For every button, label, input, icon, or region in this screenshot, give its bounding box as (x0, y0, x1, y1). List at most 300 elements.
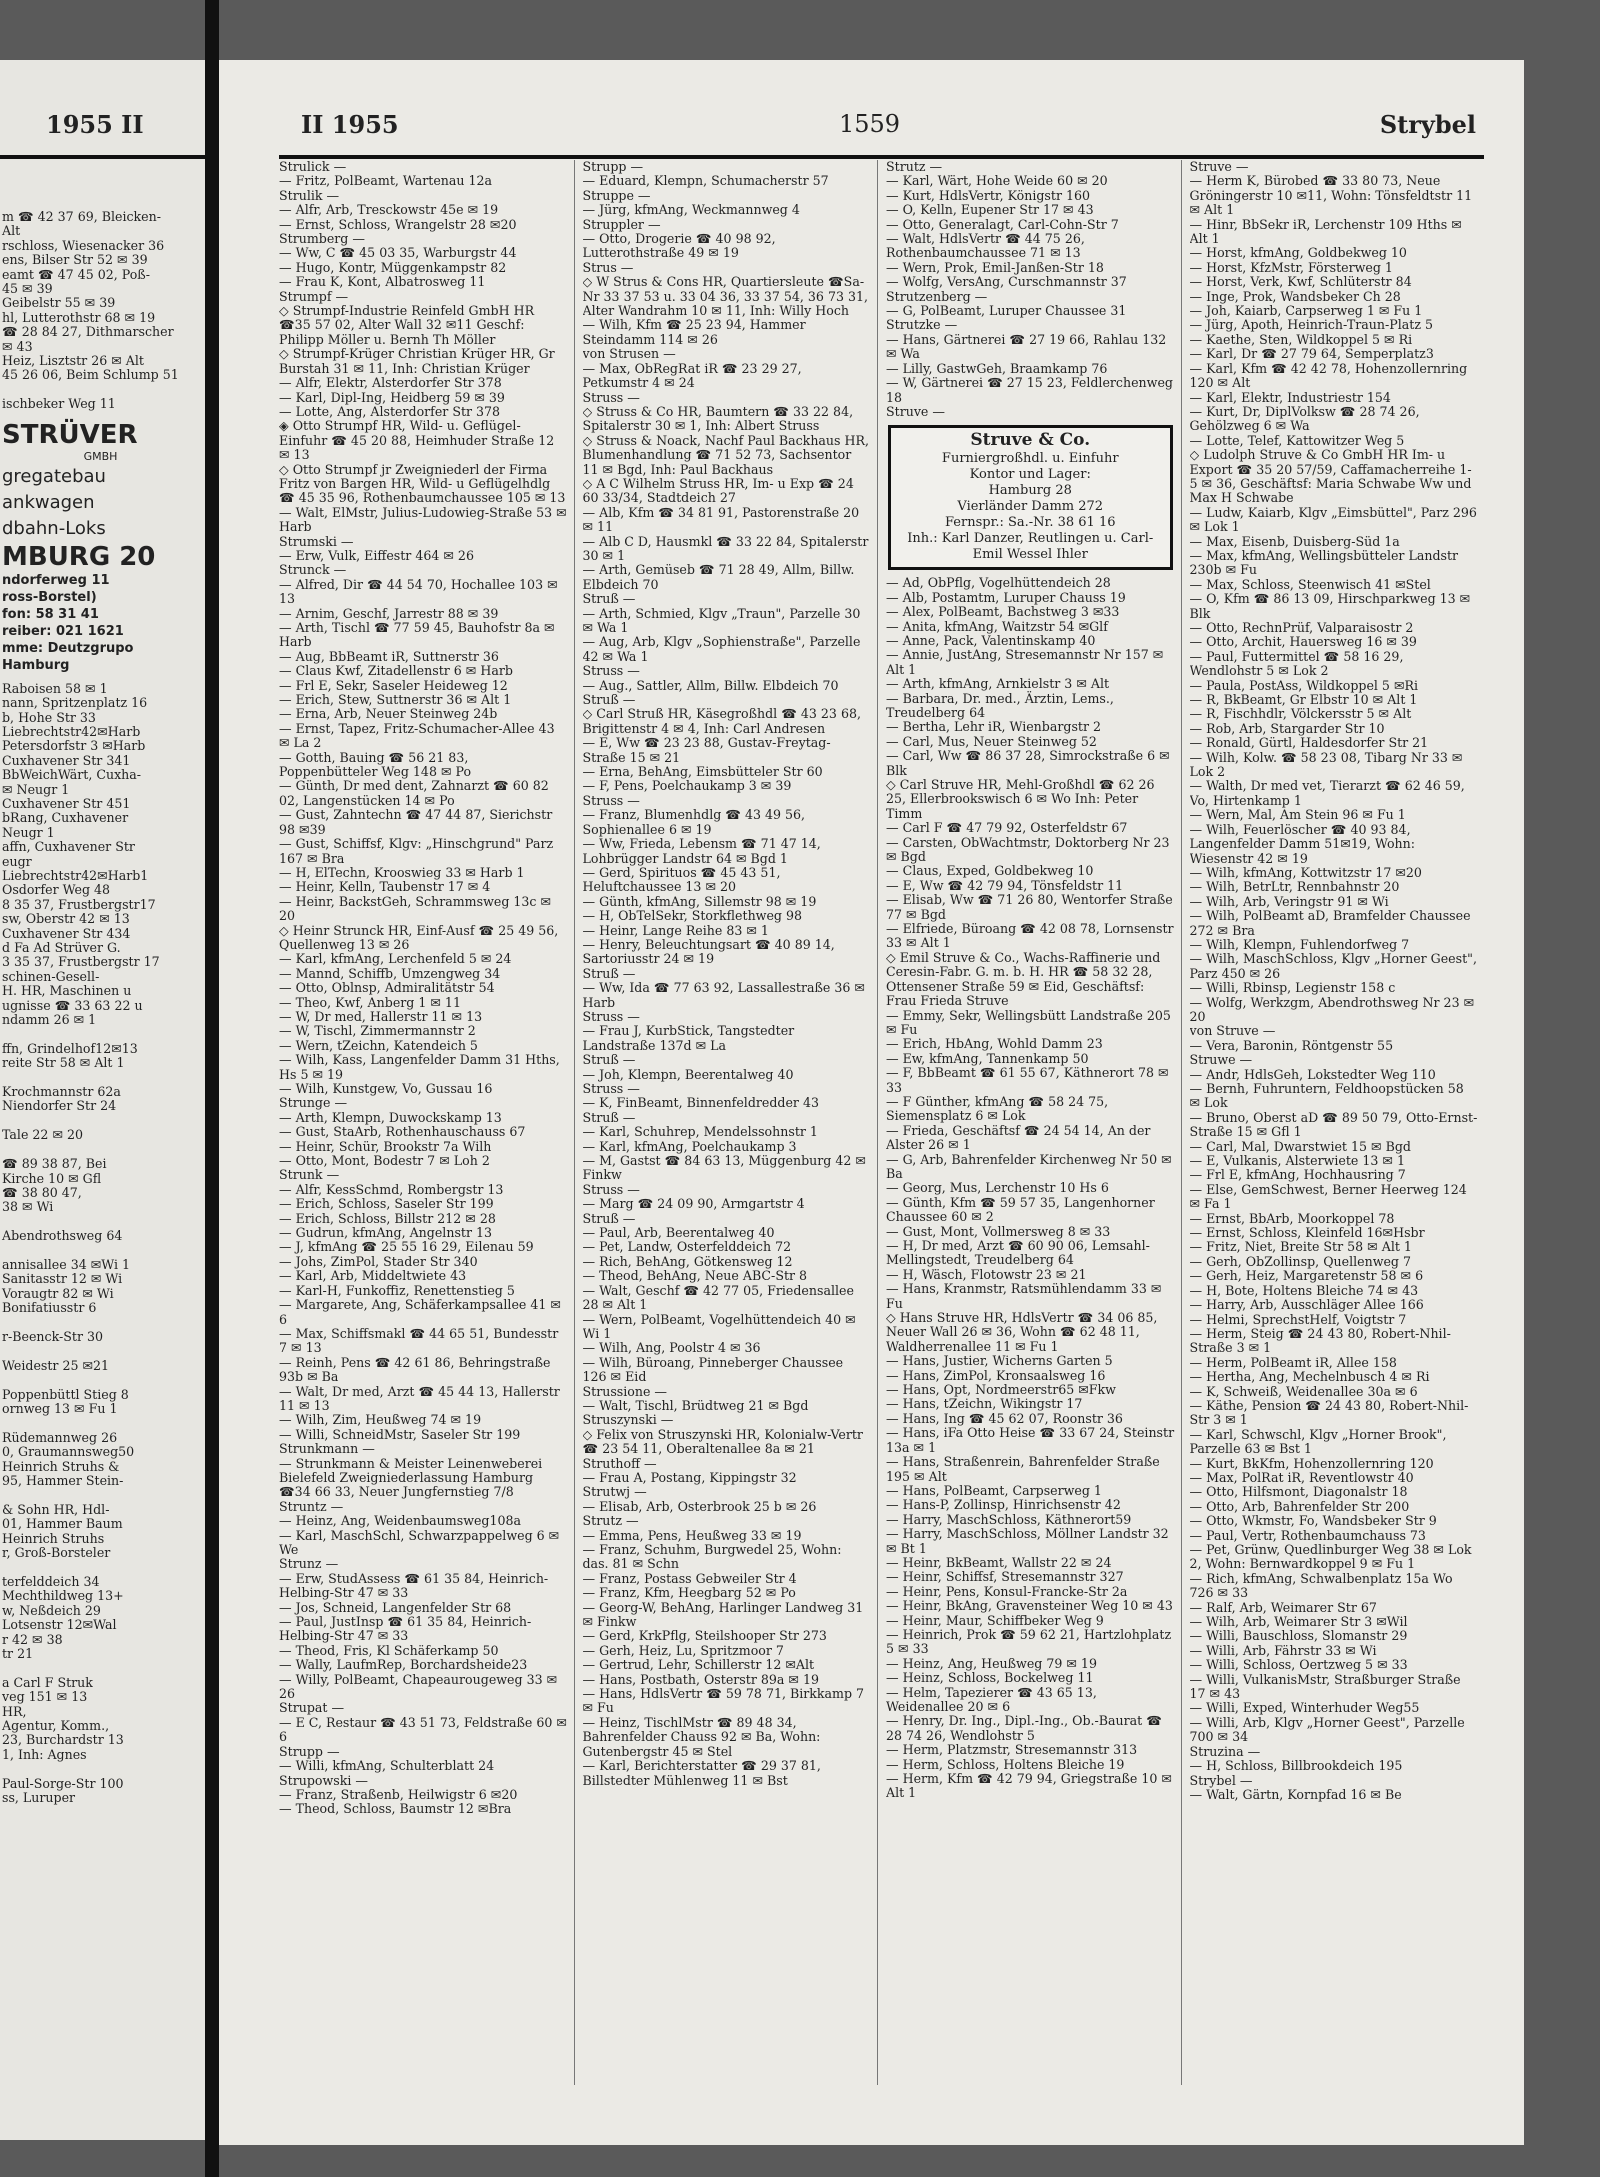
directory-entry: — Wilh, Kass, Langenfelder Damm 31 Hths, Hs 5 ✉ 19 (279, 1052, 560, 1082)
directory-entry: — H, Bote, Holtens Bleiche 74 ✉ 43 (1189, 1282, 1419, 1298)
directory-entry: — Otto, Archit, Hauersweg 16 ✉ 39 (1189, 634, 1417, 650)
directory-entry: — Helmi, SprechstHelf, Voigtstr 7 (1189, 1311, 1407, 1327)
directory-entry: — Harry, MaschSchloss, Möllner Landstr 32 ✉ Bt 1 (886, 1526, 1169, 1556)
directory-entry: Strunz — (279, 1556, 339, 1572)
directory-entry: — Günth, kfmAng, Sillemstr 98 ✉ 19 (582, 893, 817, 909)
directory-entry: — Günth, Kfm ☎ 59 57 35, Langenhorner Chaussee 60 ✉ 2 (886, 1194, 1155, 1225)
directory-entry: hl, Lutterothstr 68 ✉ 19 (2, 309, 156, 325)
directory-entry: — Harry, Arb, Ausschläger Allee 166 (1189, 1297, 1424, 1313)
directory-entry: Bonifatiusstr 6 (2, 1300, 97, 1316)
left-ad-detail: ndorferweg 11 (2, 572, 110, 588)
directory-entry: — Karl, Kfm ☎ 42 42 78, Hohenzollernring 120 ✉ Alt (1189, 360, 1468, 391)
directory-entry (2, 1027, 199, 1041)
directory-entry: m ☎ 42 37 69, Bleicken- (2, 209, 161, 224)
directory-entry: — Wilh, Zim, Heußweg 74 ✉ 19 (279, 1412, 482, 1428)
directory-entry: Cuxhavener Str 434 (2, 925, 131, 941)
directory-entry: ◇ Heinr Strunck HR, Einf-Ausf ☎ 25 49 56, Quellenweg 13 ✉ 26 (279, 922, 559, 952)
directory-entry: — Wilh, Arb, Weimarer Str 3 ✉Wil (1189, 1614, 1408, 1630)
directory-entry: Strutwj — (582, 1484, 647, 1500)
directory-entry: — Gust, Schiffsf, Klgv: „Hinschgrund" Parz 167 ✉ Bra (279, 836, 554, 866)
directory-entry (2, 1416, 199, 1430)
directory-entry: — Hans-P, Zollinsp, Hinrichsenstr 42 (886, 1497, 1121, 1513)
directory-entry: — Heinr, Pens, Konsul-Francke-Str 2a (886, 1583, 1128, 1599)
directory-entry: Struzina — (1189, 1743, 1261, 1759)
directory-entry: — G, PolBeamt, Luruper Chaussee 31 (886, 303, 1127, 319)
directory-entry: — H, Dr med, Arzt ☎ 60 90 06, Lemsahl-Mellingstedt, Treudelberg 64 (886, 1238, 1150, 1268)
directory-entry: ◇ Carl Struß HR, Käsegroßhdl ☎ 43 23 68, Brigittenstr 4 ✉ 4, Inh: Carl Andresen (582, 706, 861, 736)
directory-entry: — Otto, Arb, Bahrenfelder Str 200 (1189, 1498, 1410, 1514)
directory-entry: — Rich, kfmAng, Schwalbenplatz 15a Wo 726 ✉ 33 (1189, 1570, 1453, 1601)
directory-entry: — Wilh, Kolw. ☎ 58 23 08, Tibarg Nr 33 ✉ Lok 2 (1189, 749, 1463, 780)
directory-entry: — Otto, Oblnsp, Admiralitätstr 54 (279, 980, 495, 996)
directory-entry: — R, BkBeamt, Gr Elbstr 10 ✉ Alt 1 (1189, 692, 1418, 708)
directory-entry: — Karl-H, Funkoffiz, Renettenstieg 5 (279, 1282, 515, 1298)
directory-entry: Neugr 1 (2, 824, 55, 840)
directory-entry: — Ludw, Kaiarb, Klgv „Eimsbüttel", Parz 296 ✉ Lok 1 (1189, 504, 1477, 535)
directory-entry (2, 1560, 199, 1574)
directory-entry: — Gerh, Heiz, Lu, Spritzmoor 7 (582, 1642, 784, 1658)
directory-entry: ss, Luruper (2, 1789, 76, 1805)
directory-entry: — Strunkmann & Meister Leinenweberei Bielefeld Zweigniederlassung Hamburg ☎34 66 33, Neuer Jungfernstieg 7/8 (279, 1455, 543, 1500)
directory-entry: Strulik — (279, 187, 340, 203)
directory-column-4 (1190, 160, 1485, 2085)
header-rule (279, 155, 1484, 159)
directory-entry: H. HR, Maschinen u (2, 983, 132, 999)
directory-entry: — Wilh, BetrLtr, Rennbahnstr 20 (1189, 879, 1400, 895)
directory-entry: — Alb C D, Hausmkl ☎ 33 22 84, Spitalerstr 30 ✉ 1 (582, 533, 869, 563)
directory-entry: — Wally, LaufmRep, Borchardsheide23 (279, 1657, 528, 1673)
directory-entry: — W, Tischl, Zimmermannstr 2 (279, 1023, 476, 1039)
directory-entry: — Hans, PolBeamt, Carpserweg 1 (886, 1482, 1102, 1498)
directory-entry: — Paula, PostAss, Wildkoppel 5 ✉Ri (1189, 677, 1419, 693)
directory-entry: — Jürg, kfmAng, Weckmannweg 4 (582, 202, 800, 218)
directory-entry: 3 35 37, Frustbergstr 17 (2, 954, 160, 970)
directory-entry (2, 1114, 199, 1128)
directory-entry: — Else, GemSchwest, Berner Heerweg 124 ✉ Fa 1 (1189, 1181, 1467, 1212)
directory-entry: — Ww, Ida ☎ 77 63 92, Lassallestraße 36 ✉ Harb (582, 980, 865, 1010)
directory-entry: 0, Graumannsweg50 (2, 1444, 135, 1460)
directory-entry: — Annie, JustAng, Stresemannstr Nr 157 ✉ Alt 1 (886, 647, 1164, 677)
directory-entry: — Theod, BehAng, Neue ABC-Str 8 (582, 1268, 808, 1284)
directory-entry: — Gust, Mont, Vollmersweg 8 ✉ 33 (886, 1223, 1111, 1239)
directory-entry: — Hans, Kranmstr, Ratsmühlendamm 33 ✉ Fu (886, 1281, 1162, 1311)
directory-entry: — Willi, Exped, Winterhuder Weg55 (1189, 1700, 1420, 1716)
directory-entry: — Joh, Klempn, Beerentalweg 40 (582, 1066, 794, 1082)
directory-entry: — Franz, Straßenb, Heilwigstr 6 ✉20 (279, 1786, 518, 1802)
directory-entry: — Heinz, Ang, Weidenbaumsweg108a (279, 1513, 522, 1529)
directory-entry: — Ronald, Gürtl, Haldesdorfer Str 21 (1189, 735, 1429, 751)
directory-entry: Struwe — (1189, 1052, 1253, 1068)
directory-entry: — Willi, Rbinsp, Legienstr 158 c (1189, 980, 1396, 996)
directory-entry: 8 35 37, Frustbergstr17 (2, 896, 156, 912)
directory-entry: — Paul, Arb, Beerentalweg 40 (582, 1225, 775, 1241)
directory-entry: r, Groß-Borsteler (2, 1545, 111, 1561)
directory-entry: — Barbara, Dr. med., Ärztin, Lems., Treudelberg 64 (886, 690, 1114, 720)
directory-entry: Struss — (582, 792, 640, 808)
directory-entry: — Aug, Arb, Klgv „Sophienstraße", Parzelle 42 ✉ Wa 1 (582, 634, 861, 664)
directory-entry: — Johs, ZimPol, Stader Str 340 (279, 1253, 478, 1269)
directory-entry: — Hans, Opt, Nordmeerstr65 ✉Fkw (886, 1382, 1116, 1398)
directory-entry: — Gertrud, Lehr, Schillerstr 12 ✉Alt (582, 1657, 815, 1673)
directory-entry: — Ad, ObPflg, Vogelhüttendeich 28 (886, 575, 1111, 591)
directory-entry: — Carl F ☎ 47 79 92, Osterfeldstr 67 (886, 820, 1128, 836)
directory-entry: — Carsten, ObWachtmstr, Doktorberg Nr 23 ✉ Bgd (886, 834, 1170, 865)
directory-entry: Struss — (582, 389, 640, 405)
left-ad-heading: STRÜVER (2, 419, 138, 450)
directory-entry: — Max, ObRegRat iR ☎ 23 29 27, Petkumstr 4 ✉ 24 (582, 360, 802, 391)
directory-entry: — Horst, Verk, Kwf, Schlüterstr 84 (1189, 274, 1412, 290)
directory-entry: — Wilh, Klempn, Fuhlendorfweg 7 (1189, 936, 1410, 952)
left-page-header (0, 104, 205, 144)
advertisement-line: Furniergroßhdl. u. Einfuhr (941, 451, 1119, 467)
directory-entry: — Gerd, KrkPflg, Steilshooper Str 273 (582, 1628, 827, 1644)
directory-entry (2, 1143, 199, 1157)
left-ad-line: dbahn-Loks (2, 517, 106, 539)
directory-entry: — Erich, Schloss, Saseler Str 199 (279, 1196, 494, 1212)
left-ad-heading: GMBH (83, 449, 118, 463)
directory-entry: — Walt, Tischl, Brüdtweg 21 ✉ Bgd (582, 1397, 809, 1413)
directory-entry: — Franz, Schuhm, Burgwedel 25, Wohn: das. 81 ✉ Schn (582, 1542, 842, 1572)
directory-entry: Krochmannstr 62a (2, 1084, 121, 1100)
directory-entry: Abendrothsweg 64 (2, 1228, 123, 1244)
directory-entry: — Gust, StaArb, Rothenhauschauss 67 (279, 1124, 526, 1140)
directory-entry: Kirche 10 ✉ Gfl (2, 1170, 102, 1186)
directory-entry: — Hertha, Ang, Mechelnbusch 4 ✉ Ri (1189, 1369, 1430, 1385)
directory-entry: ◇ Ludolph Struve & Co GmbH HR Im- u Export ☎ 35 20 57/59, Caffamacherreihe 1-5 ✉ 36, Geschäftsf: Maria Schwabe Ww und Max H Schwabe (1189, 447, 1472, 506)
directory-entry: — Karl, Schuhrep, Mendelssohnstr 1 (582, 1124, 818, 1140)
directory-entry: — Emma, Pens, Heußweg 33 ✉ 19 (582, 1527, 802, 1543)
directory-entry: Heiz, Lisztstr 26 ✉ Alt (2, 353, 144, 369)
directory-entry: — Hans, Gärtnerei ☎ 27 19 66, Rahlau 132 ✉ Wa (886, 331, 1167, 362)
directory-entry: ◇ Felix von Struszynski HR, Kolonialw-Vertr ☎ 23 54 11, Oberaltenallee 8a ✉ 21 (582, 1426, 863, 1457)
directory-entry: — Arth, Schmied, Klgv „Traun", Parzelle 30 ✉ Wa 1 (582, 605, 861, 635)
directory-entry: — Harry, MaschSchloss, Käthnerort59 (886, 1511, 1132, 1527)
directory-entry: Struss — (582, 1081, 640, 1096)
left-header-rule (0, 155, 205, 159)
directory-entry: — E, Ww ☎ 42 79 94, Tönsfeldstr 11 (886, 877, 1124, 893)
directory-entry: — Walt, Dr med, Arzt ☎ 45 44 13, Hallerstr 11 ✉ 13 (279, 1383, 560, 1413)
directory-entry: — Hans, HdlsVertr ☎ 59 78 71, Birkkamp 7 ✉ Fu (582, 1686, 865, 1716)
directory-entry: — Joh, Kaiarb, Carpserweg 1 ✉ Fu 1 (1189, 303, 1423, 319)
directory-entry: Poppenbüttl Stieg 8 (2, 1386, 129, 1402)
directory-entry: Struppe — (582, 187, 651, 203)
directory-entry: Liebrechtstr42✉Harb1 (2, 867, 149, 883)
directory-entry: — Kaethe, Sten, Wildkoppel 5 ✉ Ri (1189, 331, 1413, 347)
directory-entry: — Wern, Mal, Am Stein 96 ✉ Fu 1 (1189, 807, 1406, 823)
directory-entry: — Karl, Dr ☎ 27 79 64, Semperplatz3 (1189, 346, 1434, 362)
directory-entry: Struß — (582, 1210, 636, 1226)
directory-entry: — H, Wäsch, Flotowstr 23 ✉ 21 (886, 1266, 1087, 1282)
directory-entry: — Rich, BehAng, Götkensweg 12 (582, 1253, 793, 1269)
directory-columns (279, 160, 1484, 2085)
directory-entry: ndamm 26 ✉ 1 (2, 1012, 97, 1028)
directory-entry: — Karl, Dipl-Ing, Heidberg 59 ✉ 39 (279, 389, 505, 405)
directory-entry (2, 1373, 199, 1387)
directory-entry: — Erich, Stew, Suttnerstr 36 ✉ Alt 1 (279, 692, 512, 708)
directory-entry: Struss — (582, 1008, 640, 1024)
directory-entry: — Walth, Dr med vet, Tierarzt ☎ 62 46 59, Vo, Hirtenkamp 1 (1189, 778, 1465, 808)
directory-entry: 95, Hammer Stein- (2, 1473, 124, 1489)
directory-entry: — Jos, Schneid, Langenfelder Str 68 (279, 1599, 512, 1615)
directory-entry: ✉ Neugr 1 (2, 781, 70, 797)
directory-entry: — Hans, Straßenrein, Bahrenfelder Straße 195 ✉ Alt (886, 1454, 1160, 1484)
directory-entry: Cuxhavener Str 341 (2, 752, 131, 768)
directory-entry: ◇ Struss & Noack, Nachf Paul Backhaus HR, Blumenhandlung ☎ 71 52 73, Sachsentor 11 ✉ Bgd, Inh: Paul Backhaus (582, 432, 869, 477)
left-ad-detail: reiber: 021 1621 (2, 623, 124, 639)
directory-entry: Struß — (582, 591, 636, 607)
directory-entry: — Hans, Ing ☎ 45 62 07, Roonstr 36 (886, 1410, 1123, 1426)
directory-entry: — Ww, C ☎ 45 03 35, Warburgstr 44 (279, 245, 517, 261)
directory-page (219, 60, 1524, 2145)
directory-entry: — Gerd, Spirituos ☎ 45 43 51, Heluftchaussee 13 ✉ 20 (582, 864, 781, 895)
directory-column-2 (583, 160, 879, 2085)
directory-entry: von Struve — (1189, 1023, 1276, 1039)
directory-entry: — Heinrich, Prok ☎ 59 62 21, Hartzlohplatz 5 ✉ 33 (886, 1626, 1172, 1657)
directory-entry: — E, Vulkanis, Alsterwiete 13 ✉ 1 (1189, 1153, 1405, 1169)
advertisement-line: Inh.: Karl Danzer, Reutlingen u. Carl-Emil Wessel Ihler (907, 531, 1154, 563)
binding-gutter (205, 0, 219, 2177)
directory-entry: Strupp — (279, 1743, 340, 1759)
directory-entry: — Eduard, Klempn, Schumacherstr 57 (582, 173, 829, 189)
directory-entry: — Carl, Ww ☎ 86 37 28, Simrockstraße 6 ✉ Blk (886, 748, 1170, 778)
directory-entry: — Rob, Arb, Stargarder Str 10 (1189, 720, 1385, 736)
directory-entry: — Lilly, GastwGeh, Braamkamp 76 (886, 360, 1108, 376)
directory-entry: Strupowski — (279, 1772, 368, 1788)
directory-entry: — Hans, ZimPol, Kronsaalsweg 16 (886, 1367, 1106, 1383)
directory-entry: Struve — (1189, 160, 1249, 174)
directory-entry: — Willi, SchneidMstr, Saseler Str 199 (279, 1426, 521, 1442)
directory-entry: b, Hohe Str 33 (2, 709, 96, 725)
directory-entry: — Ernst, Schloss, Kleinfeld 16✉Hsbr (1189, 1225, 1425, 1241)
directory-entry: — Wilh, kfmAng, Kottwitzstr 17 ✉20 (1189, 864, 1422, 880)
directory-entry: — Lotte, Ang, Alsterdorfer Str 378 (279, 403, 501, 419)
directory-entry: — Karl, MaschSchl, Schwarzpappelweg 6 ✉ We (279, 1527, 560, 1557)
directory-entry: — Wilh, Arb, Veringstr 91 ✉ Wi (1189, 893, 1389, 909)
left-column (0, 210, 205, 1805)
directory-entry: — Hans, Justier, Wicherns Garten 5 (886, 1353, 1113, 1369)
directory-entry: — Erich, HbAng, Wohld Damm 23 (886, 1036, 1103, 1052)
directory-entry: — Karl, kfmAng, Poelchaukamp 3 (582, 1138, 797, 1154)
directory-entry: — Theod, Schloss, Baumstr 12 ✉Bra (279, 1801, 512, 1817)
directory-entry: — Heinr, BkBeamt, Wallstr 22 ✉ 24 (886, 1554, 1112, 1570)
directory-entry: Heinrich Struhs (2, 1530, 105, 1546)
directory-entry: — Willy, PolBeamt, Chapeaurougeweg 33 ✉ 26 (279, 1671, 558, 1702)
directory-entry: — Alfr, KessSchmd, Rombergstr 13 (279, 1181, 504, 1197)
directory-entry: r 42 ✉ 38 (2, 1631, 63, 1647)
directory-entry: — Gerh, Heiz, Margaretenstr 58 ✉ 6 (1189, 1268, 1424, 1284)
directory-entry: — Alex, PolBeamt, Bachstweg 3 ✉33 (886, 604, 1120, 620)
directory-entry: — Aug, BbBeamt iR, Suttnerstr 36 (279, 648, 499, 664)
directory-entry: — Horst, KfzMstr, Försterweg 1 (1189, 259, 1393, 275)
directory-entry: — Karl, Arb, Middeltwiete 43 (279, 1268, 467, 1284)
directory-entry: — Erna, BehAng, Eimsbütteler Str 60 (582, 764, 823, 780)
directory-entry: — Vera, Baronin, Röntgenstr 55 (1189, 1037, 1394, 1053)
left-page-year: 1955 II (46, 110, 144, 139)
directory-column-1 (279, 160, 575, 2085)
directory-entry: — Herm, Schloss, Holtens Bleiche 19 (886, 1756, 1125, 1772)
directory-entry: — H, ObTelSekr, Storkflethweg 98 (582, 908, 802, 924)
directory-entry: — Marg ☎ 24 09 90, Armgartstr 4 (582, 1196, 805, 1212)
directory-entry: — Claus Kwf, Zitadellenstr 6 ✉ Harb (279, 663, 513, 679)
directory-entry: — Ernst, Schloss, Wrangelstr 28 ✉20 (279, 216, 517, 232)
directory-entry: — Willi, Bauschloss, Slomanstr 29 (1189, 1628, 1408, 1644)
page-header-left: II 1955 (301, 110, 399, 139)
directory-entry: — Frau K, Kont, Albatrosweg 11 (279, 274, 486, 290)
directory-entry: Liebrechtstr42✉Harb (2, 723, 141, 739)
directory-entry: 23, Burchardstr 13 (2, 1732, 124, 1748)
directory-entry: ◇ Hans Struve HR, HdlsVertr ☎ 34 06 85, Neuer Wall 26 ✉ 36, Wohn ☎ 62 48 11, Waldherrenallee 11 ✉ Fu 1 (886, 1310, 1158, 1354)
directory-entry: — Max, Schiffsmakl ☎ 44 65 51, Bundesstr 7 ✉ 13 (279, 1325, 559, 1356)
directory-entry: — Ralf, Arb, Weimarer Str 67 (1189, 1599, 1377, 1615)
directory-entry: — Paul, JustInsp ☎ 61 35 84, Heinrich-Helbing-Str 47 ✉ 33 (279, 1614, 532, 1644)
directory-entry: — Wern, tZeichn, Katendeich 5 (279, 1037, 478, 1053)
directory-entry: — Kurt, Dr, DiplVolksw ☎ 28 74 26, Gehölzweg 6 ✉ Wa (1189, 403, 1420, 434)
directory-entry: — Carl, Mal, Dwarstwiet 15 ✉ Bgd (1189, 1138, 1411, 1154)
directory-entry: — Otto, Wkmstr, Fo, Wandsbeker Str 9 (1189, 1513, 1437, 1529)
directory-entry: — Gotth, Bauing ☎ 56 21 83, Poppenbütteler Weg 148 ✉ Po (279, 749, 472, 780)
directory-entry: — Andr, HdlsGeh, Lokstedter Weg 110 (1189, 1066, 1436, 1082)
directory-entry: — Pet, Grünw, Quedlinburger Weg 38 ✉ Lok 2, Wohn: Bernwardkoppel 9 ✉ Fu 1 (1189, 1542, 1472, 1572)
directory-entry: — Wolfg, VersAng, Curschmannstr 37 (886, 274, 1127, 290)
directory-entry: Strupat — (279, 1700, 345, 1716)
directory-entry: Struß — (582, 965, 636, 981)
directory-entry: — Pet, Landw, Osterfelddeich 72 (582, 1239, 792, 1255)
directory-entry: veg 151 ✉ 13 (2, 1689, 88, 1705)
directory-entry: Osdorfer Weg 48 (2, 882, 111, 898)
directory-entry: 45 26 06, Beim Schlump 51 (2, 367, 179, 383)
directory-entry: — Wilh, Büroang, Pinneberger Chaussee 126 ✉ Eid (582, 1354, 844, 1385)
directory-entry: Tale 22 ✉ 20 (2, 1127, 84, 1143)
directory-entry: ornweg 13 ✉ Fu 1 (2, 1401, 118, 1416)
directory-entry: — Theo, Kwf, Anberg 1 ✉ 11 (279, 994, 461, 1010)
directory-entry: — Henry, Beleuchtungsart ☎ 40 89 14, Sartoriusstr 24 ✉ 19 (582, 936, 835, 967)
directory-entry: affn, Cuxhavener Str (2, 839, 135, 855)
directory-entry: HR, (2, 1703, 27, 1719)
directory-entry: — Gudrun, kfmAng, Angelnstr 13 (279, 1225, 493, 1241)
directory-entry: — Walt, Gärtn, Kornpfad 16 ✉ Be (1189, 1786, 1402, 1802)
directory-entry: — Ww, Frieda, Lebensm ☎ 71 47 14, Lohbrügger Landstr 64 ✉ Bgd 1 (582, 836, 821, 866)
directory-entry: — W, Gärtnerei ☎ 27 15 23, Feldlerchenweg 18 (886, 375, 1173, 405)
directory-entry: — Willi, Schloss, Oertzweg 5 ✉ 33 (1189, 1657, 1408, 1673)
directory-entry: — Bertha, Lehr iR, Wienbargstr 2 (886, 719, 1102, 735)
directory-entry: Strumski — (279, 533, 354, 549)
directory-entry: Strunkmann — (279, 1441, 375, 1457)
advertisement-line: Fernspr.: Sa.-Nr. 38 61 16 (944, 515, 1116, 531)
left-page-fragment (0, 60, 205, 2140)
directory-entry: — Ew, kfmAng, Tannenkamp 50 (886, 1050, 1089, 1066)
left-ad-detail: mme: Deutzgrupo (2, 640, 134, 656)
directory-entry: Petersdorfstr 3 ✉Harb (2, 738, 146, 754)
directory-entry: — Gerh, ObZollinsp, Quellenweg 7 (1189, 1253, 1412, 1269)
directory-entry: — Paul, Vertr, Rothenbaumchauss 73 (1189, 1527, 1426, 1543)
directory-entry: 38 ✉ Wi (2, 1199, 54, 1215)
directory-entry: Voraugtr 82 ✉ Wi (2, 1285, 114, 1301)
directory-entry: bRang, Cuxhavener (2, 810, 129, 826)
directory-entry: — K, Schweiß, Weidenallee 30a ✉ 6 (1189, 1383, 1418, 1399)
advertisement-line: Vierländer Damm 272 (957, 499, 1104, 515)
directory-entry (2, 1244, 199, 1258)
directory-entry: — Henry, Dr. Ing., Dipl.-Ing., Ob.-Baurat ☎ 28 74 26, Wendlohstr 5 (886, 1713, 1162, 1743)
directory-entry: — Fritz, Niet, Breite Str 58 ✉ Alt 1 (1189, 1239, 1412, 1255)
directory-entry: ☎ 28 84 27, Dithmarscher (2, 324, 174, 340)
directory-entry: — Wolfg, Werkzgm, Abendrothsweg Nr 23 ✉ 20 (1189, 994, 1475, 1024)
directory-entry: — Otto, Hilfsmont, Diagonalstr 18 (1189, 1484, 1408, 1500)
directory-entry: — Heinr, Schiffsf, Stresemannstr 327 (886, 1569, 1124, 1585)
directory-entry: — Reinh, Pens ☎ 42 61 86, Behringstraße 93b ✉ Ba (279, 1354, 551, 1385)
directory-entry: — Margarete, Ang, Schäferkampsallee 41 ✉ 6 (279, 1297, 561, 1327)
advertisement-line: Kontor und Lager: (969, 467, 1091, 483)
directory-entry: — Walt, Geschf ☎ 42 77 05, Friedensallee 28 ✉ Alt 1 (582, 1282, 854, 1313)
directory-entry: — Willi, Arb, Klgv „Horner Geest", Parzelle 700 ✉ 34 (1189, 1714, 1465, 1745)
directory-entry: — Elisab, Ww ☎ 71 26 80, Wentorfer Straße 77 ✉ Bgd (886, 892, 1173, 922)
directory-entry: ☎ 89 38 87, Bei (2, 1156, 107, 1172)
directory-entry: Strutz — (886, 160, 943, 174)
directory-entry: — J, kfmAng ☎ 25 55 16 29, Eilenau 59 (279, 1239, 534, 1255)
directory-entry: reite Str 58 ✉ Alt 1 (2, 1055, 125, 1071)
directory-entry: — F, BbBeamt ☎ 61 55 67, Käthnerort 78 ✉ 33 (886, 1065, 1169, 1095)
directory-entry: — Franz, Kfm, Heegbarg 52 ✉ Po (582, 1585, 796, 1601)
directory-entry: — Herm, PolBeamt iR, Allee 158 (1189, 1354, 1397, 1370)
directory-entry: — Heinr, BackstGeh, Schrammsweg 13c ✉ 20 (279, 893, 552, 924)
directory-entry: ffn, Grindelhof12✉13 (2, 1040, 138, 1056)
directory-entry: — Frau J, KurbStick, Tangstedter Landstraße 137d ✉ La (582, 1023, 795, 1053)
directory-entry: — Max, Schloss, Steenwisch 41 ✉Stel (1189, 576, 1431, 592)
directory-entry: — Wilh, PolBeamt aD, Bramfelder Chaussee 272 ✉ Bra (1189, 908, 1471, 938)
directory-entry: — Georg, Mus, Lerchenstr 10 Hs 6 (886, 1180, 1109, 1196)
left-ad-line: ankwagen (2, 491, 95, 513)
directory-entry: 45 ✉ 39 (2, 281, 53, 297)
directory-entry: — Aug., Sattler, Allm, Billw. Elbdeich 70 (582, 677, 839, 693)
directory-entry: — Fritz, PolBeamt, Wartenau 12a (279, 173, 493, 189)
directory-entry: — Wern, PolBeamt, Vogelhüttendeich 40 ✉ Wi 1 (582, 1311, 856, 1341)
directory-entry: rschloss, Wiesenacker 36 (2, 237, 165, 253)
directory-entry: — Walt, HdlsVertr ☎ 44 75 26, Rothenbaumchaussee 71 ✉ 13 (886, 231, 1085, 261)
directory-column-3 (886, 160, 1182, 2085)
directory-entry: Struß — (582, 1052, 636, 1068)
directory-entry: — Bruno, Oberst aD ☎ 89 50 79, Otto-Ernst-Straße 15 ✉ Gfl 1 (1189, 1109, 1478, 1140)
directory-entry: — W, Dr med, Hallerstr 11 ✉ 13 (279, 1008, 483, 1024)
page-header (219, 104, 1524, 144)
directory-entry: — Heinr, Maur, Schiffbeker Weg 9 (886, 1612, 1104, 1628)
directory-entry: ◇ W Strus & Cons HR, Quartiersleute ☎Sa-Nr 33 37 53 u. 33 04 36, 33 37 54, 36 73 31, Alter Wandrahm 10 ✉ 11, Inh: Willy Hoch (582, 274, 869, 319)
directory-entry: Struszynski — (582, 1412, 674, 1428)
left-ad-detail: ross-Borstel) (2, 589, 97, 605)
directory-entry: — Jürg, Apoth, Heinrich-Traun-Platz 5 (1189, 317, 1433, 333)
directory-entry: — Heinr, Schür, Brookstr 7a Wilh (279, 1138, 492, 1154)
directory-entry: 1, Inh: Agnes (2, 1746, 87, 1762)
directory-entry: — Otto, Mont, Bodestr 7 ✉ Loh 2 (279, 1153, 490, 1169)
directory-entry: — Elisab, Arb, Osterbrook 25 b ✉ 26 (582, 1498, 817, 1514)
directory-entry: Sanitasstr 12 ✉ Wi (2, 1271, 123, 1287)
directory-entry: Geibelstr 55 ✉ 39 (2, 295, 116, 311)
directory-entry: r-Beenck-Str 30 (2, 1328, 104, 1344)
directory-entry: — E C, Restaur ☎ 43 51 73, Feldstraße 60 ✉ 6 (279, 1714, 567, 1745)
directory-entry: ◇ Strumpf-Industrie Reinfeld GmbH HR ☎35 57 02, Alter Wall 32 ✉11 Geschf: Philipp Möller u. Bernh Th Möller (279, 303, 535, 347)
directory-entry: — Kurt, BkKfm, Hohenzollernring 120 (1189, 1455, 1434, 1471)
directory-entry: von Strusen — (582, 346, 676, 362)
directory-entry: annisallee 34 ✉Wi 1 (2, 1256, 131, 1272)
directory-entry (2, 1661, 199, 1675)
directory-entry: — Georg-W, BehAng, Harlinger Landweg 31 ✉ Finkw (582, 1599, 864, 1630)
directory-entry (2, 1488, 199, 1502)
directory-entry: — Käthe, Pension ☎ 24 43 80, Robert-Nhil-Str 3 ✉ 1 (1189, 1397, 1469, 1428)
directory-entry: — Horst, kfmAng, Goldbekweg 10 (1189, 245, 1407, 261)
directory-entry: eugr (2, 853, 32, 869)
directory-entry: — Karl, Berichterstatter ☎ 29 37 81, Billstedter Mühlenweg 11 ✉ Bst (582, 1758, 821, 1788)
directory-entry: — M, Gastst ☎ 84 63 13, Müggenburg 42 ✉ Finkw (582, 1153, 866, 1183)
directory-entry: Strunk — (279, 1167, 340, 1183)
directory-entry: ☎ 38 80 47, (2, 1184, 82, 1200)
